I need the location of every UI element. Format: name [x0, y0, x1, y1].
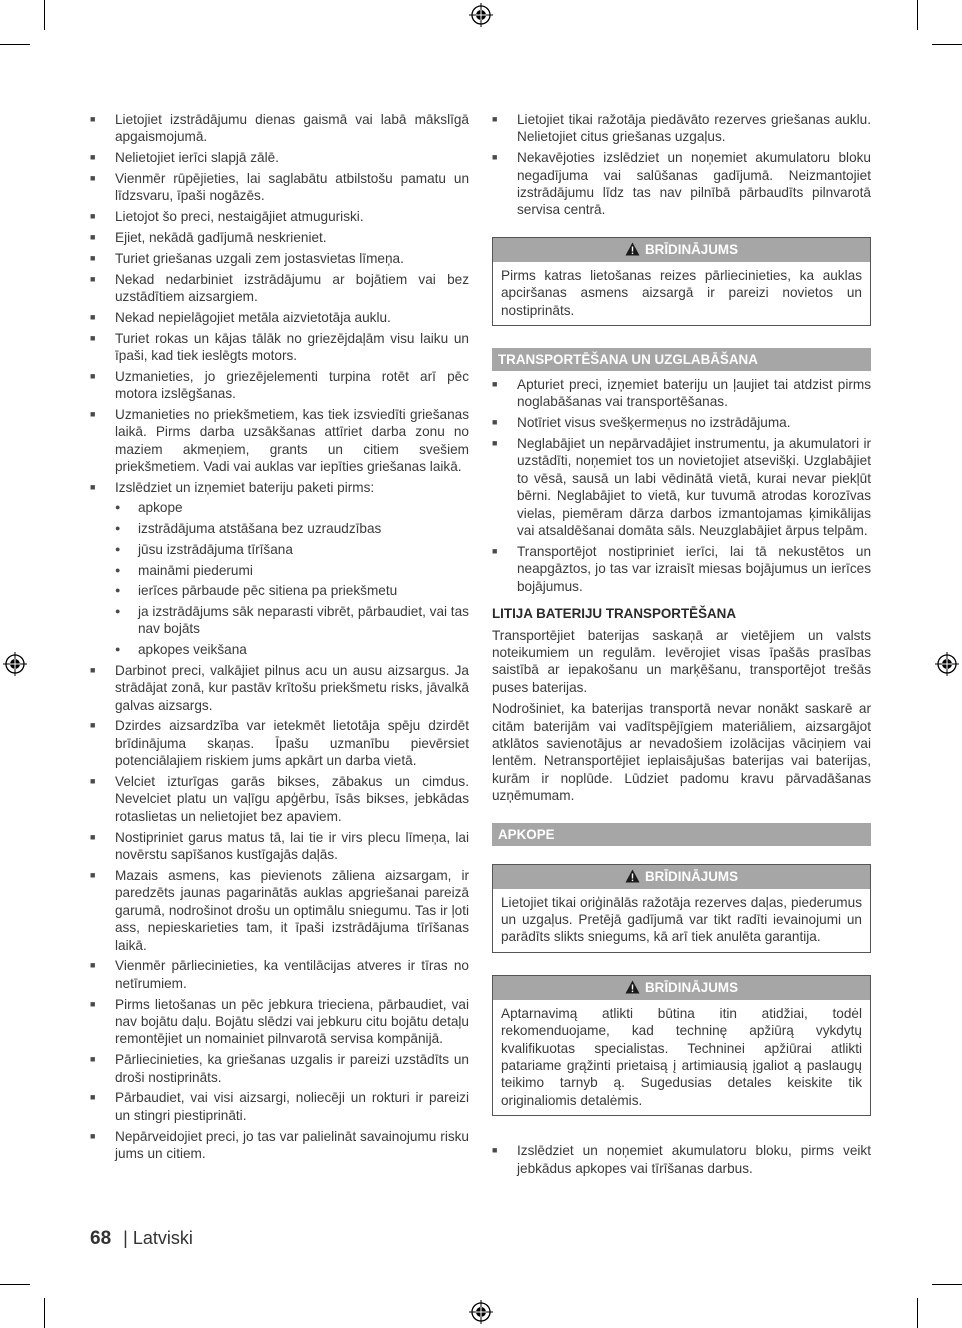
maintenance-list: [492, 1142, 871, 1177]
page-number: 68: [90, 1228, 112, 1249]
list-item: ■ Nekad nepielāgojiet metāla aizvietotāja auklu.: [90, 309, 469, 326]
registration-mark-icon: [469, 1300, 493, 1324]
sub-list-item: ● izstrādājuma atstāšana bez uzraudzības: [115, 520, 469, 537]
section-heading-maintenance: APKOPE: [492, 823, 871, 846]
warning-title: BRĪDINĀJUMS: [645, 979, 738, 995]
sub-list-item: ● apkope: [115, 499, 469, 516]
list-item: ■ Lietojiet izstrādājumu dienas gaismā vai labā mākslīgā apgaismojumā.: [90, 111, 469, 146]
list-item: ■ Izslēdziet un noņemiet akumulatoru bloku, pirms veikt jebkādus apkopes vai tīrīšanas darbus.: [492, 1142, 871, 1177]
crop-mark: [917, 0, 918, 30]
list-item: ■ Uzmanieties no priekšmetiem, kas tiek izsviedīti griešanas laikā. Pirms darba uzsākšanas attīriet darba zonu no maziem akmeņiem, grants un citiem svešiem priekšmetiem. Vadi vai auklas var iepīties griešanas laikā.: [90, 406, 469, 476]
list-item: ■ Apturiet preci, izņemiet bateriju un ļaujiet tai atdzist pirms noglabāšanas vai transportēšanas.: [492, 376, 871, 411]
list-item: ■ Transportējot nostipriniet ierīci, lai tā nekustētos un neapgāztos, jo tas var izraisīt miesas bojājumus un ierīces bojājumus.: [492, 543, 871, 595]
left-column: [90, 111, 469, 1166]
list-item: ■ Mazais asmens, kas pievienots zāliena aizsargam, ir paredzēts jaunas pagarinātās auklas apgriešanai pareizā garumā, nodrošinot drošu un optimālu sniegumu. Tas ir ļoti ass, nepieskarieties tam, it īpaši izstrādājuma tīrīšanas laikā.: [90, 867, 469, 954]
list-item: ■ Velciet izturīgas garās bikses, zābakus un cimdus. Nevelciet platu un vaļīgu apģērbu, īsās bikses, jebkādas rotaslietas un nelietojiet bez apaviem.: [90, 773, 469, 825]
list-item: ■ Uzmanieties, jo griezējelementi turpina rotēt arī pēc motora izslēgšanas.: [90, 368, 469, 403]
list-item-text: Izslēdziet un izņemiet bateriju paketi pirms:: [115, 480, 375, 496]
list-item: ■ Lietojiet tikai ražotāja piedāvāto rezerves griešanas auklu. Nelietojiet citus griešanas uzgaļus.: [492, 111, 871, 146]
sub-list-item: ● ierīces pārbaude pēc sitiena pa priekšmetu: [115, 582, 469, 599]
crop-mark: [932, 1284, 962, 1285]
sub-list-item: ● apkopes veikšana: [115, 641, 469, 658]
registration-mark-icon: [469, 3, 493, 27]
sub-list: [115, 499, 469, 658]
warning-box: [492, 237, 871, 326]
warning-title: BRĪDINĀJUMS: [645, 868, 738, 884]
sub-list-item: ● jūsu izstrādājuma tīrīšana: [115, 541, 469, 558]
crop-mark: [44, 1298, 45, 1328]
sub-list-item: ● maināmi piederumi: [115, 562, 469, 579]
warning-header: [493, 976, 870, 1000]
list-item: ■ Neglabājiet un nepārvadājiet instrumentu, ja akumulatori ir uzstādīti, noņemiet tos un novietojiet atsevišķi. Uzglabājiet to vēsā, sausā un labi vēdinātā vietā, kurai nevar piekļūt bērni. Neglabājiet to vietā, kur tuvumā atrodas korozīvas vielas, piemēram dārza darbos izmantojamas ķimikālijas vai atsaldēšanai domāta sāls. Neuzglabājiet ārpus telpām.: [492, 435, 871, 539]
warning-text: Lietojiet tikai oriģinālās ražotāja rezerves daļas, piederumus un uzgaļus. Pretējā gadījumā var tikt radīti ievainojumi un parādīts slikts sniegums, kā arī tiek anulēta garantija.: [501, 894, 862, 945]
warning-box: [492, 864, 871, 953]
warning-box: [492, 975, 871, 1116]
registration-mark-icon: [935, 652, 959, 676]
top-list: [492, 111, 871, 219]
warning-triangle-icon: [625, 242, 640, 256]
list-item: ■ Pirms lietošanas un pēc jebkura trieciena, pārbaudiet, vai nav bojātu daļu. Bojātu slēdzi vai jebkuru citu bojātu detaļu remontējiet un nomainiet pilnvarotā servisa kompānijā.: [90, 996, 469, 1048]
crop-mark: [44, 0, 45, 30]
language-label: | Latviski: [123, 1228, 193, 1248]
list-item: ■ Nekad nedarbiniet izstrādājumu ar bojātiem vai bez uzstādītiem aizsargiem.: [90, 271, 469, 306]
list-item: ■ Lietojot šo preci, nestaigājiet atmuguriski.: [90, 208, 469, 225]
registration-mark-icon: [3, 652, 27, 676]
page-footer: [90, 1230, 193, 1247]
warning-title: BRĪDINĀJUMS: [645, 241, 738, 257]
list-item: ■ Turiet rokas un kājas tālāk no griezējdaļām visu laiku un īpaši, kad tiek ieslēgts motors.: [90, 330, 469, 365]
warning-text: Aptarnavimą atlikti būtina itin atidžiai, todėl rekomenduojame, kad techninę apžiūrą vykdytų kvalifikuotas specialistas. Techninei apžiūrai atlikti patariame grąžinti prietaisą į artimiausią įgaliot ą paslaugų teikimo tarnyb ą. Sugedusias detales keiskite tik originaliomis detalėmis.: [501, 1005, 862, 1108]
list-item: ■ Pārbaudiet, vai visi aizsargi, noliecēji un rokturi ir pareizi un stingri piestiprināti.: [90, 1089, 469, 1124]
crop-mark: [932, 44, 962, 45]
subheading-lithium: LITIJA BATERIJU TRANSPORTĒŠANA: [492, 606, 737, 622]
safety-list: [90, 111, 469, 1162]
list-item: ■ Turiet griešanas uzgali zem jostasvietas līmeņa.: [90, 250, 469, 267]
sub-list-item: ● ja izstrādājums sāk neparasti vibrēt, pārbaudiet, vai tas nav bojāts: [115, 603, 469, 638]
list-item: ■ Pārliecinieties, ka griešanas uzgalis ir pareizi uzstādīts un droši nostiprināts.: [90, 1051, 469, 1086]
paragraph: Transportējiet baterijas saskaņā ar vietējiem un valsts noteikumiem un regulām. Ievērojiet visas īpašās prasības saistībā ar iepakošanu un marķēšanu, transportējot trešās puses baterijas.: [492, 627, 871, 695]
list-item: ■ Darbinot preci, valkājiet pilnus acu un ausu aizsargus. Ja strādājat zonā, kur pastāv krītošu priekšmetu risks, jāvalkā galvas aizsargs.: [90, 662, 469, 714]
warning-triangle-icon: [625, 869, 640, 883]
list-item: [90, 479, 469, 658]
list-item: ■ Nepārveidojiet preci, jo tas var palielināt savainojumu risku jums un citiem.: [90, 1128, 469, 1163]
warning-text: Pirms katras lietošanas reizes pārliecinieties, ka auklas apciršanas asmens aizsargā ir pareizi novietos un nostiprināts.: [501, 267, 862, 318]
list-item: ■ Nekavējoties izslēdziet un noņemiet akumulatoru bloku negadījuma vai salūšanas gadījumā. Neizmantojiet izstrādājumu līdz tas nav pilnībā pārbaudīts pilnvarotā servisa centrā.: [492, 149, 871, 219]
list-item: ■ Dzirdes aizsardzība var ietekmēt lietotāja spēju dzirdēt brīdinājuma skaņas. Īpašu uzmanību pievērsiet potenciālajiem riskiem jums apkārt un darba vietā.: [90, 717, 469, 769]
warning-header: [493, 238, 870, 262]
crop-mark: [917, 1298, 918, 1328]
list-item: ■ Ejiet, nekādā gadījumā neskrieniet.: [90, 229, 469, 246]
list-item: ■ Notīriet visus svešķermeņus no izstrādājuma.: [492, 414, 871, 431]
list-item: ■ Vienmēr rūpējieties, lai saglabātu atbilstošu pamatu un līdzsvaru, īpaši nogāzēs.: [90, 170, 469, 205]
warning-triangle-icon: [625, 980, 640, 994]
warning-header: [493, 865, 870, 889]
list-item: ■ Vienmēr pārliecinieties, ka ventilācijas atveres ir tīras no netīrumiem.: [90, 957, 469, 992]
paragraph: Nodrošiniet, ka baterijas transportā nevar nonākt saskarē ar citām baterijām vai vadītspējīgiem materiāliem, aizsargājot atklātos savienotājus ar nevadošiem izolācijas vāciņiem vai lentēm. Netransportējiet ieplaisājušas baterijas vai baterijas, kurām ir noplūde. Lūdziet padomu kravu pārvadāšanas uzņēmumam.: [492, 701, 871, 804]
right-column: [492, 111, 871, 1180]
section-heading-transport: TRANSPORTĒŠANA UN UZGLABĀŠANA: [492, 348, 871, 371]
crop-mark: [0, 1284, 30, 1285]
list-item: ■ Nelietojiet ierīci slapjā zālē.: [90, 149, 469, 166]
list-item: ■ Nostipriniet garus matus tā, lai tie ir virs plecu līmeņa, lai novērstu sapīšanos kustīgajās daļās.: [90, 829, 469, 864]
crop-mark: [0, 44, 30, 45]
transport-list: [492, 376, 871, 595]
